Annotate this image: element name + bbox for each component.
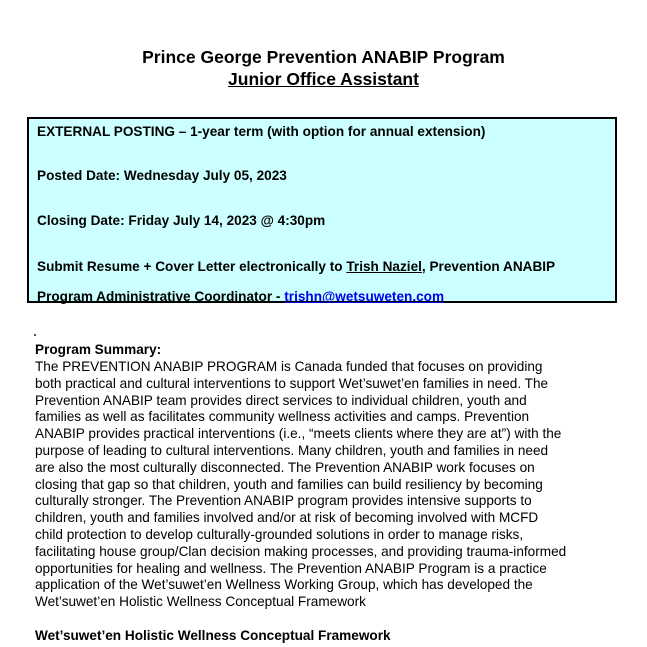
posted-date: Posted Date: Wednesday July 05, 2023 [37, 168, 287, 183]
contact-email-link[interactable]: trishn@wetsuweten.com [284, 289, 445, 304]
framework-heading: Wet’suwet’en Holistic Wellness Conceptual Framework [35, 628, 391, 643]
posting-info-box [27, 117, 617, 303]
summary-line: Prevention ANABIP team provides direct services to individual children, youth and [35, 392, 527, 408]
summary-line: families as well as facilitates community wellness activities and camps. Prevention [35, 409, 530, 425]
posting-type: EXTERNAL POSTING – 1-year term (with option for annual extension) [37, 124, 486, 139]
summary-line: both practical and cultural interventions to support Wet’suwet’en families in need. The [35, 375, 549, 391]
contact-role [37, 288, 444, 305]
closing-date: Closing Date: Friday July 14, 2023 @ 4:30pm [37, 213, 326, 228]
summary-line: application of the Wet’suwet’en Wellness Working Group, which has developed the [35, 577, 533, 593]
summary-line: purpose of leading to cultural interventions. Many children, youth and families in need [35, 443, 549, 458]
summary-line: The PREVENTION ANABIP PROGRAM is Canada funded that focuses on providing [35, 359, 543, 374]
summary-line: child protection to develop culturally-grounded solutions in order to manage risks, [35, 527, 524, 542]
document-title: Prince George Prevention ANABIP Program [142, 47, 505, 67]
summary-line: ANABIP provides practical interventions (i.e., “meets clients where they are at”) with the [35, 426, 562, 442]
contact-name: Trish Naziel [346, 259, 422, 274]
summary-line: facilitating house group/Clan decision making processes, and providing trauma-informed [35, 543, 567, 559]
summary-line: Wet’suwet’en Holistic Wellness Conceptual Framework [35, 594, 366, 610]
summary-line: are also the most culturally disconnected. The Prevention ANABIP work focuses on [35, 459, 535, 475]
program-summary-heading: Program Summary: [35, 342, 162, 357]
stray-mark [34, 334, 36, 336]
contact-role-label: Program Administrative Coordinator - [37, 289, 285, 304]
submit-instructions [37, 258, 555, 275]
summary-line: closing that gap so that children, youth and families can build resiliency by becoming [35, 476, 543, 492]
summary-line: children, youth and families involved and/or at risk of becoming involved with MCFD [35, 510, 539, 526]
summary-line: culturally stronger. The Prevention ANABIP program provides intensive supports to [35, 493, 532, 509]
submit-prefix: Submit Resume + Cover Letter electronically to [37, 259, 347, 274]
job-title: Junior Office Assistant [228, 69, 419, 89]
summary-line: opportunities for healing and wellness. The Prevention ANABIP Program is a practice [35, 560, 547, 576]
submit-suffix: , Prevention ANABIP [421, 259, 556, 274]
